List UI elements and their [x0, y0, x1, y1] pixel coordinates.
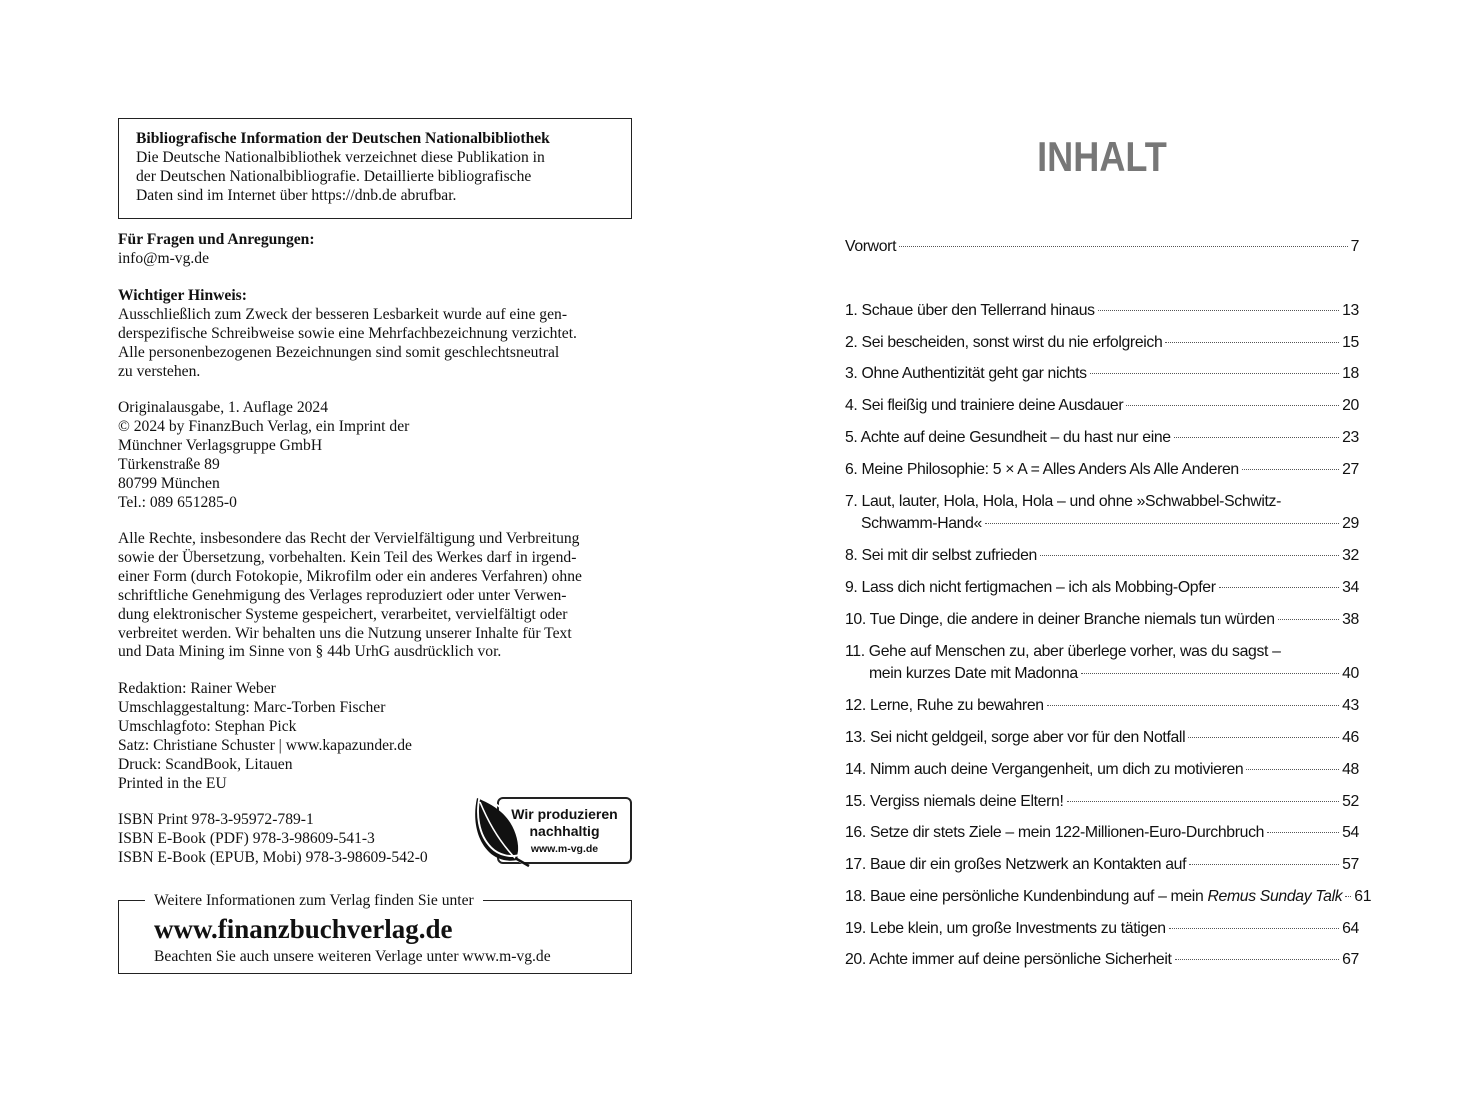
rights-block — [118, 530, 632, 662]
credit-line: Druck: ScandBook, Litauen — [118, 755, 293, 773]
toc-leader — [1278, 619, 1339, 620]
toc-page-number: 32 — [1342, 547, 1359, 564]
toc-page-number: 64 — [1342, 920, 1359, 937]
toc-entry-text: 6. Meine Philosophie: 5 × A = Alles Anders Als Alle Anderen — [845, 461, 1239, 478]
toc-entry[interactable] — [845, 363, 1359, 385]
contact-block — [118, 231, 632, 269]
toc-leader — [1081, 673, 1339, 674]
toc-leader — [1165, 342, 1339, 343]
toc-entry[interactable] — [845, 695, 1359, 717]
edition-line: Originalausgabe, 1. Auflage 2024 — [118, 399, 329, 416]
edition-block — [118, 399, 632, 512]
toc-entry[interactable] — [845, 886, 1372, 908]
credits-block — [118, 680, 632, 793]
notice-heading: Wichtiger Hinweis: — [118, 287, 247, 304]
toc-leader — [1242, 469, 1339, 470]
toc-leader — [1174, 437, 1339, 438]
notice-line: Ausschließlich zum Zweck der besseren Lesbarkeit wurde auf eine gen- — [118, 305, 568, 323]
toc-entry[interactable] — [845, 791, 1359, 813]
toc-entry-text: 3. Ohne Authentizität geht gar nichts — [845, 365, 1087, 382]
toc-leader — [1189, 864, 1339, 865]
toc-page-number: 43 — [1342, 697, 1359, 714]
credit-line: Satz: Christiane Schuster | www.kapazunder.de — [118, 736, 412, 754]
toc-leader — [1040, 555, 1339, 556]
toc-entry[interactable] — [845, 949, 1359, 971]
toc-leader — [985, 523, 1339, 524]
toc-title: INHALT — [1037, 133, 1167, 180]
toc-page-number: 46 — [1342, 729, 1359, 746]
toc-entry-text-main: 18. Baue eine persönliche Kundenbindung auf – mein — [845, 888, 1208, 905]
imprint-page — [118, 118, 632, 965]
toc-page-number: 27 — [1342, 461, 1359, 478]
web-legend: Weitere Informationen zum Verlag finden Sie unter — [145, 891, 483, 910]
badge-line-2: nachhaltig — [529, 823, 600, 839]
toc-entry-text: 15. Vergiss niemals deine Eltern! — [845, 793, 1064, 810]
toc-entry[interactable] — [845, 332, 1359, 354]
toc-entry-text: 10. Tue Dinge, die andere in deiner Branche niemals tun würden — [845, 611, 1275, 628]
rights-line: Alle Rechte, insbesondere das Recht der Vervielfältigung und Verbreitung — [118, 530, 580, 547]
toc-leader — [1098, 310, 1339, 311]
edition-line: 80799 München — [118, 474, 220, 492]
credit-line: Redaktion: Rainer Weber — [118, 680, 276, 697]
toc-entry-text-italic: Remus Sunday Talk — [1207, 888, 1343, 905]
toc-leader — [1246, 769, 1339, 770]
toc-leader — [1267, 832, 1339, 833]
toc-page-number: 61 — [1354, 888, 1372, 905]
edition-line: Münchner Verlagsgruppe GmbH — [118, 436, 323, 454]
toc-entry[interactable] — [845, 577, 1359, 599]
toc-page-number: 29 — [1342, 515, 1359, 532]
toc-page-number: 40 — [1342, 665, 1359, 682]
contact-email[interactable]: info@m-vg.de — [118, 249, 210, 267]
toc-entry-text: Vorwort — [845, 238, 897, 255]
isbn-line: ISBN E-Book (EPUB, Mobi) 978-3-98609-542-0 — [118, 848, 428, 866]
toc-entry-text: 11. Gehe auf Menschen zu, aber überlege vorher, was du sagst – — [845, 643, 1281, 660]
toc-entry[interactable] — [845, 822, 1359, 844]
notice-block — [118, 287, 632, 382]
publisher-url[interactable]: www.finanzbuchverlag.de — [154, 914, 453, 944]
toc-page-number: 20 — [1342, 397, 1359, 414]
toc-entry[interactable] — [845, 236, 1359, 258]
toc-entry[interactable] — [845, 918, 1359, 940]
edition-line: Türkenstraße 89 — [118, 455, 220, 473]
toc-page-number: 67 — [1342, 951, 1359, 968]
toc-entry-text: 4. Sei fleißig und trainiere deine Ausdauer — [845, 397, 1124, 414]
toc-entry-text: 9. Lass dich nicht fertigmachen – ich als Mobbing-Opfer — [845, 579, 1216, 596]
toc-page-number: 15 — [1342, 334, 1359, 351]
notice-line: zu verstehen. — [118, 362, 201, 380]
bib-line: Daten sind im Internet über https://dnb.de abrufbar. — [136, 186, 457, 204]
isbn-block — [118, 811, 468, 868]
edition-line: © 2024 by FinanzBuch Verlag, ein Imprint der — [118, 417, 410, 435]
toc-entry-text: 19. Lebe klein, um große Investments zu tätigen — [845, 920, 1166, 937]
credit-line: Umschlagfoto: Stephan Pick — [118, 717, 297, 735]
rights-line: schriftliche Genehmigung des Verlages reproduziert oder unter Verwen- — [118, 586, 567, 604]
credit-line: Printed in the EU — [118, 774, 227, 792]
toc-entry-text: 1. Schaue über den Tellerrand hinaus — [845, 302, 1095, 319]
toc-page-number: 13 — [1342, 302, 1359, 319]
badge-url: www.m-vg.de — [530, 843, 599, 855]
toc-leader — [1175, 959, 1340, 960]
toc-entry[interactable] — [845, 459, 1359, 481]
toc-entry-text: 16. Setze dir stets Ziele – mein 122-Millionen-Euro-Durchbruch — [845, 824, 1265, 841]
toc-entry[interactable] — [845, 427, 1359, 449]
toc-entry[interactable] — [845, 759, 1359, 781]
toc-leader — [899, 246, 1347, 247]
leaf-icon — [471, 794, 533, 868]
toc-entry-text: 13. Sei nicht geldgeil, sorge aber vor für den Notfall — [845, 729, 1186, 746]
toc-entry[interactable] — [845, 854, 1359, 876]
isbn-line: ISBN Print 978-3-95972-789-1 — [118, 811, 314, 828]
toc-entry-text: 2. Sei bescheiden, sonst wirst du nie erfolgreich — [845, 334, 1163, 351]
toc-leader — [1188, 737, 1339, 738]
edition-line: Tel.: 089 651285-0 — [118, 493, 237, 511]
bibliographic-info-box — [118, 118, 632, 219]
toc-entry-text: 12. Lerne, Ruhe zu bewahren — [845, 697, 1044, 714]
isbn-line: ISBN E-Book (PDF) 978-3-98609-541-3 — [118, 829, 375, 847]
bib-title: Bibliografische Information der Deutschen Nationalbibliothek — [136, 130, 550, 147]
rights-line: dung elektronischer Systeme gespeichert, verarbeitet, vervielfältigt oder — [118, 605, 568, 623]
toc-page-number: 48 — [1342, 761, 1359, 778]
toc-entry[interactable] — [845, 641, 1359, 685]
toc-page-number: 23 — [1342, 429, 1359, 446]
rights-line: sowie der Übersetzung, vorbehalten. Kein Teil des Werkes darf in irgend- — [118, 548, 577, 566]
toc-leader — [1090, 373, 1339, 374]
toc-entry-text: 5. Achte auf deine Gesundheit – du hast nur eine — [845, 429, 1171, 446]
toc-entry[interactable] — [845, 727, 1359, 749]
toc-page-number: 52 — [1342, 793, 1359, 810]
toc-page-number: 54 — [1342, 824, 1359, 841]
notice-line: derspezifische Schreibweise sowie eine Mehrfachbezeichnung verzichtet. — [118, 324, 577, 342]
toc-page-number: 34 — [1342, 579, 1359, 596]
rights-line: einer Form (durch Fotokopie, Mikrofilm oder ein anderes Verfahren) ohne — [118, 567, 582, 585]
toc-page-number: 18 — [1342, 365, 1359, 382]
toc-entry-text: 7. Laut, lauter, Hola, Hola, Hola – und ohne »Schwabbel-Schwitz- — [845, 493, 1281, 510]
sustainability-badge — [471, 794, 633, 868]
toc-leader — [1169, 928, 1339, 929]
toc-entry[interactable] — [845, 395, 1359, 417]
credit-line: Umschlaggestaltung: Marc-Torben Fischer — [118, 698, 386, 716]
toc-entry-text-cont: mein kurzes Date mit Madonna — [869, 665, 1078, 682]
rights-line: verbreitet werden. Wir behalten uns die Nutzung unserer Inhalte für Text — [118, 624, 572, 642]
badge-line-1: Wir produzieren — [511, 806, 618, 822]
toc-page-number: 38 — [1342, 611, 1359, 628]
toc-entry-text-cont: Schwamm-Hand« — [861, 515, 982, 532]
toc-entry[interactable] — [845, 545, 1359, 567]
toc-leader — [1345, 896, 1351, 897]
toc-page-number: 57 — [1342, 856, 1359, 873]
contact-heading: Für Fragen und Anregungen: — [118, 231, 315, 248]
publisher-web-box — [118, 892, 632, 974]
toc-entry-text: 8. Sei mit dir selbst zufrieden — [845, 547, 1037, 564]
notice-line: Alle personenbezogenen Bezeichnungen sind somit geschlechtsneutral — [118, 343, 560, 361]
bib-line: Die Deutsche Nationalbibliothek verzeichnet diese Publikation in — [136, 148, 545, 166]
toc-entry-text — [845, 886, 1342, 908]
toc-entry-text: 17. Baue dir ein großes Netzwerk an Kontakten auf — [845, 856, 1187, 873]
toc-leader — [1047, 705, 1339, 706]
toc-entry[interactable] — [845, 609, 1359, 631]
toc-leader — [1126, 405, 1339, 406]
toc-page-number: 7 — [1350, 238, 1359, 255]
toc-entry-text: 14. Nimm auch deine Vergangenheit, um dich zu motivieren — [845, 761, 1244, 778]
rights-line: und Data Mining im Sinne von § 44b UrhG ausdrücklich vor. — [118, 643, 502, 661]
toc-leader — [1219, 587, 1340, 588]
toc-entry-text: 20. Achte immer auf deine persönliche Sicherheit — [845, 951, 1172, 968]
bib-line: der Deutschen Nationalbibliografie. Detaillierte bibliografische — [136, 167, 532, 185]
toc-entry[interactable] — [845, 491, 1359, 535]
toc-leader — [1067, 801, 1340, 802]
web-subline: Beachten Sie auch unsere weiteren Verlage unter www.m-vg.de — [154, 948, 551, 965]
toc-entry[interactable] — [845, 300, 1359, 322]
